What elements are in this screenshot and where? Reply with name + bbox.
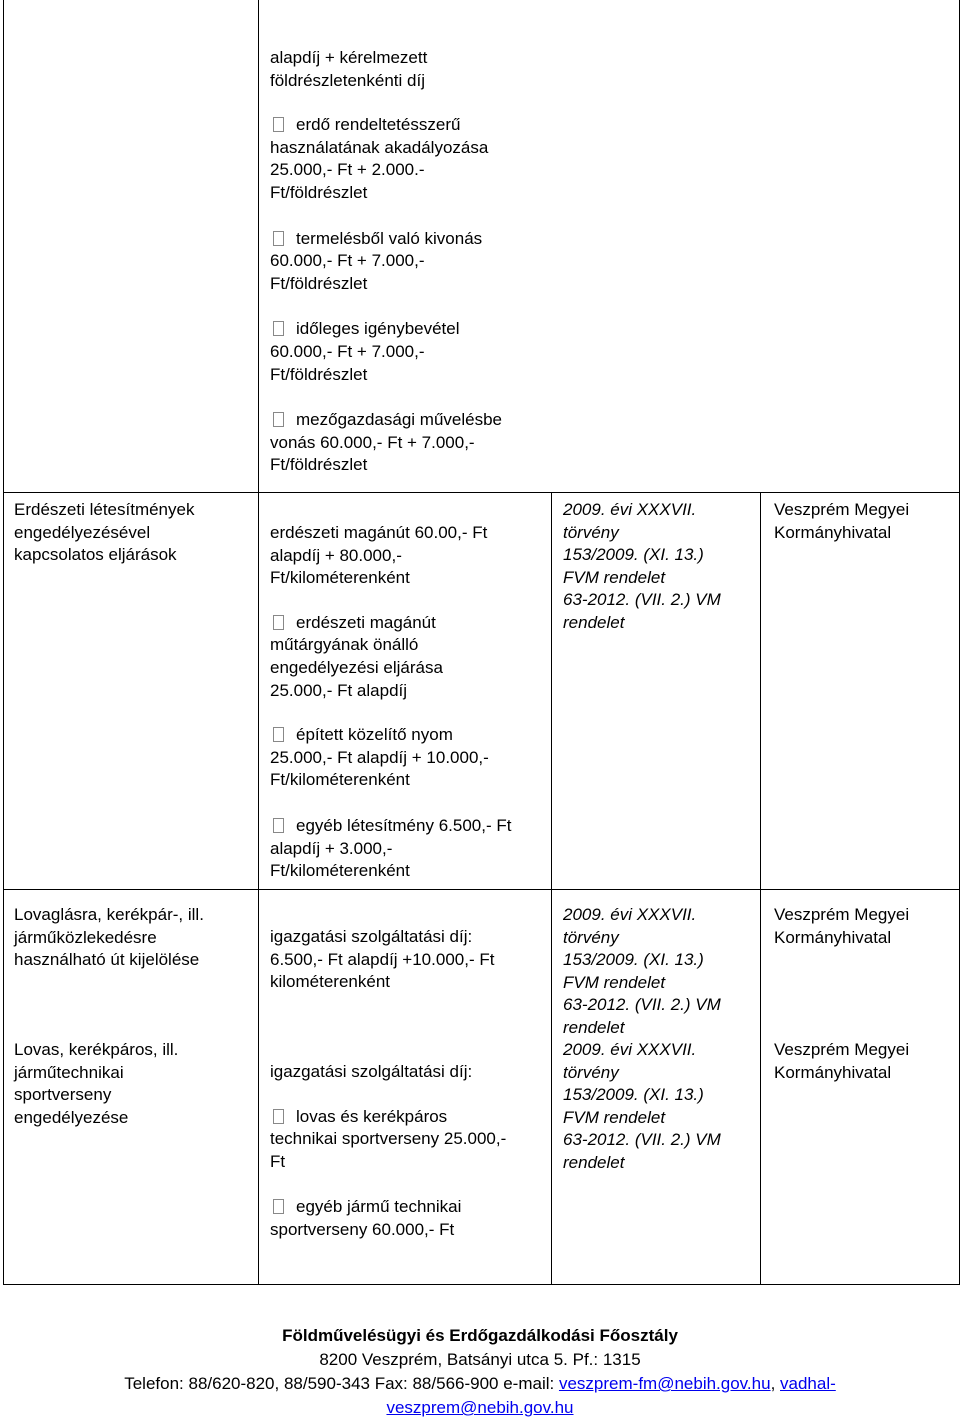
fee-item [270, 1106, 555, 1174]
footer [0, 1324, 960, 1420]
bullet-icon [273, 231, 284, 246]
column-divider [258, 0, 259, 1284]
fee-text: alapdíj + kérelmezett földrészletenkénti díj [270, 48, 428, 90]
fee-item-text: erdő rendeltetésszerű használatának akadályozása 25.000,- Ft + 2.000.- Ft/földrészlet [270, 115, 489, 202]
authority: Veszprém Megyei Kormányhivatal [774, 1040, 910, 1082]
separator: , [770, 1374, 781, 1393]
fee-item [270, 612, 550, 702]
bullet-icon [273, 321, 284, 336]
fee-item [270, 724, 550, 792]
row0-fee-cell [270, 47, 550, 477]
fee-item [270, 1196, 555, 1241]
authority: Veszprém Megyei Kormányhivatal [774, 500, 910, 542]
bullet-icon [273, 412, 284, 427]
email-link-2b[interactable]: veszprem@nebih.gov.hu [386, 1398, 574, 1417]
legal-basis: 2009. évi XXXVII. törvény 153/2009. (XI. 13.) FVM rendelet 63-2012. (VII. 2.) VM rendelet [563, 905, 721, 1037]
procedure-name: Lovaglásra, kerékpár-, ill. járműközlekedésre használható út kijelölése [14, 905, 204, 970]
row1-fee-cell [270, 522, 550, 883]
fee-item [270, 815, 550, 883]
fee-item-text: erdészeti magánút műtárgyának önálló engedélyezési eljárása 25.000,- Ft alapdíj [270, 612, 443, 700]
fee-item-text: mezőgazdasági művelésbe vonás 60.000,- Ft + 7.000,- Ft/földrészlet [270, 410, 503, 475]
bullet-icon [273, 818, 284, 833]
email-link[interactable]: veszprem-fm@nebih.gov.hu [558, 1374, 771, 1393]
fee-item [270, 318, 550, 386]
fee-item [270, 114, 550, 204]
fee-item-text: lovas és kerékpáros technikai sportverseny 25.000,- Ft [270, 1106, 507, 1171]
procedure-name: Erdészeti létesítmények engedélyezésével kapcsolatos eljárások [14, 500, 195, 565]
fee-text: igazgatási szolgáltatási díj: 6.500,- Ft alapdíj +10.000,- Ft kilométerenként [270, 927, 495, 992]
authority: Veszprém Megyei Kormányhivatal [774, 905, 910, 947]
legal-basis: 2009. évi XXXVII. törvény 153/2009. (XI. 13.) FVM rendelet 63-2012. (VII. 2.) VM rendelet [563, 1040, 721, 1172]
bullet-icon [273, 1109, 284, 1124]
row-divider [4, 492, 959, 493]
fee-item [270, 409, 550, 477]
fee-item [270, 228, 550, 296]
footer-department: Földművelésügyi és Erdőgazdálkodási Főosztály [282, 1326, 678, 1345]
email-link-2a[interactable]: vadhal- [780, 1374, 836, 1393]
row3-fee-cell [270, 1061, 555, 1242]
procedure-name: Lovas, kerékpáros, ill. járműtechnikai sportverseny engedélyezése [14, 1040, 179, 1127]
footer-contact [0, 1372, 960, 1396]
fee-item-text: egyéb létesítmény 6.500,- Ft alapdíj + 3.000,- Ft/kilométerenként [270, 815, 512, 881]
footer-contact-text: Telefon: 88/620-820, 88/590-343 Fax: 88/566-900 e-mail: [124, 1374, 559, 1393]
row-divider [4, 889, 959, 890]
footer-address: 8200 Veszprém, Batsányi utca 5. Pf.: 1315 [319, 1350, 641, 1369]
fee-text: erdészeti magánút 60.00,- Ft alapdíj + 80.000,- Ft/kilométerenként [270, 523, 488, 588]
bullet-icon [273, 117, 284, 132]
bullet-icon [273, 615, 284, 630]
fee-item-text: egyéb jármű technikai sportverseny 60.000,- Ft [270, 1197, 462, 1239]
column-divider [760, 492, 761, 1284]
fee-item-text: termelésből való kivonás 60.000,- Ft + 7.000,- Ft/földrészlet [270, 228, 483, 293]
fee-text: igazgatási szolgáltatási díj: [270, 1062, 473, 1081]
bullet-icon [273, 1199, 284, 1214]
bullet-icon [273, 727, 284, 742]
fee-item-text: időleges igénybevétel 60.000,- Ft + 7.000,- Ft/földrészlet [270, 319, 460, 384]
fee-item-text: épített közelítő nyom 25.000,- Ft alapdíj + 10.000,- Ft/kilométerenként [270, 725, 489, 790]
legal-basis: 2009. évi XXXVII. törvény 153/2009. (XI. 13.) FVM rendelet 63-2012. (VII. 2.) VM rendelet [563, 500, 721, 632]
